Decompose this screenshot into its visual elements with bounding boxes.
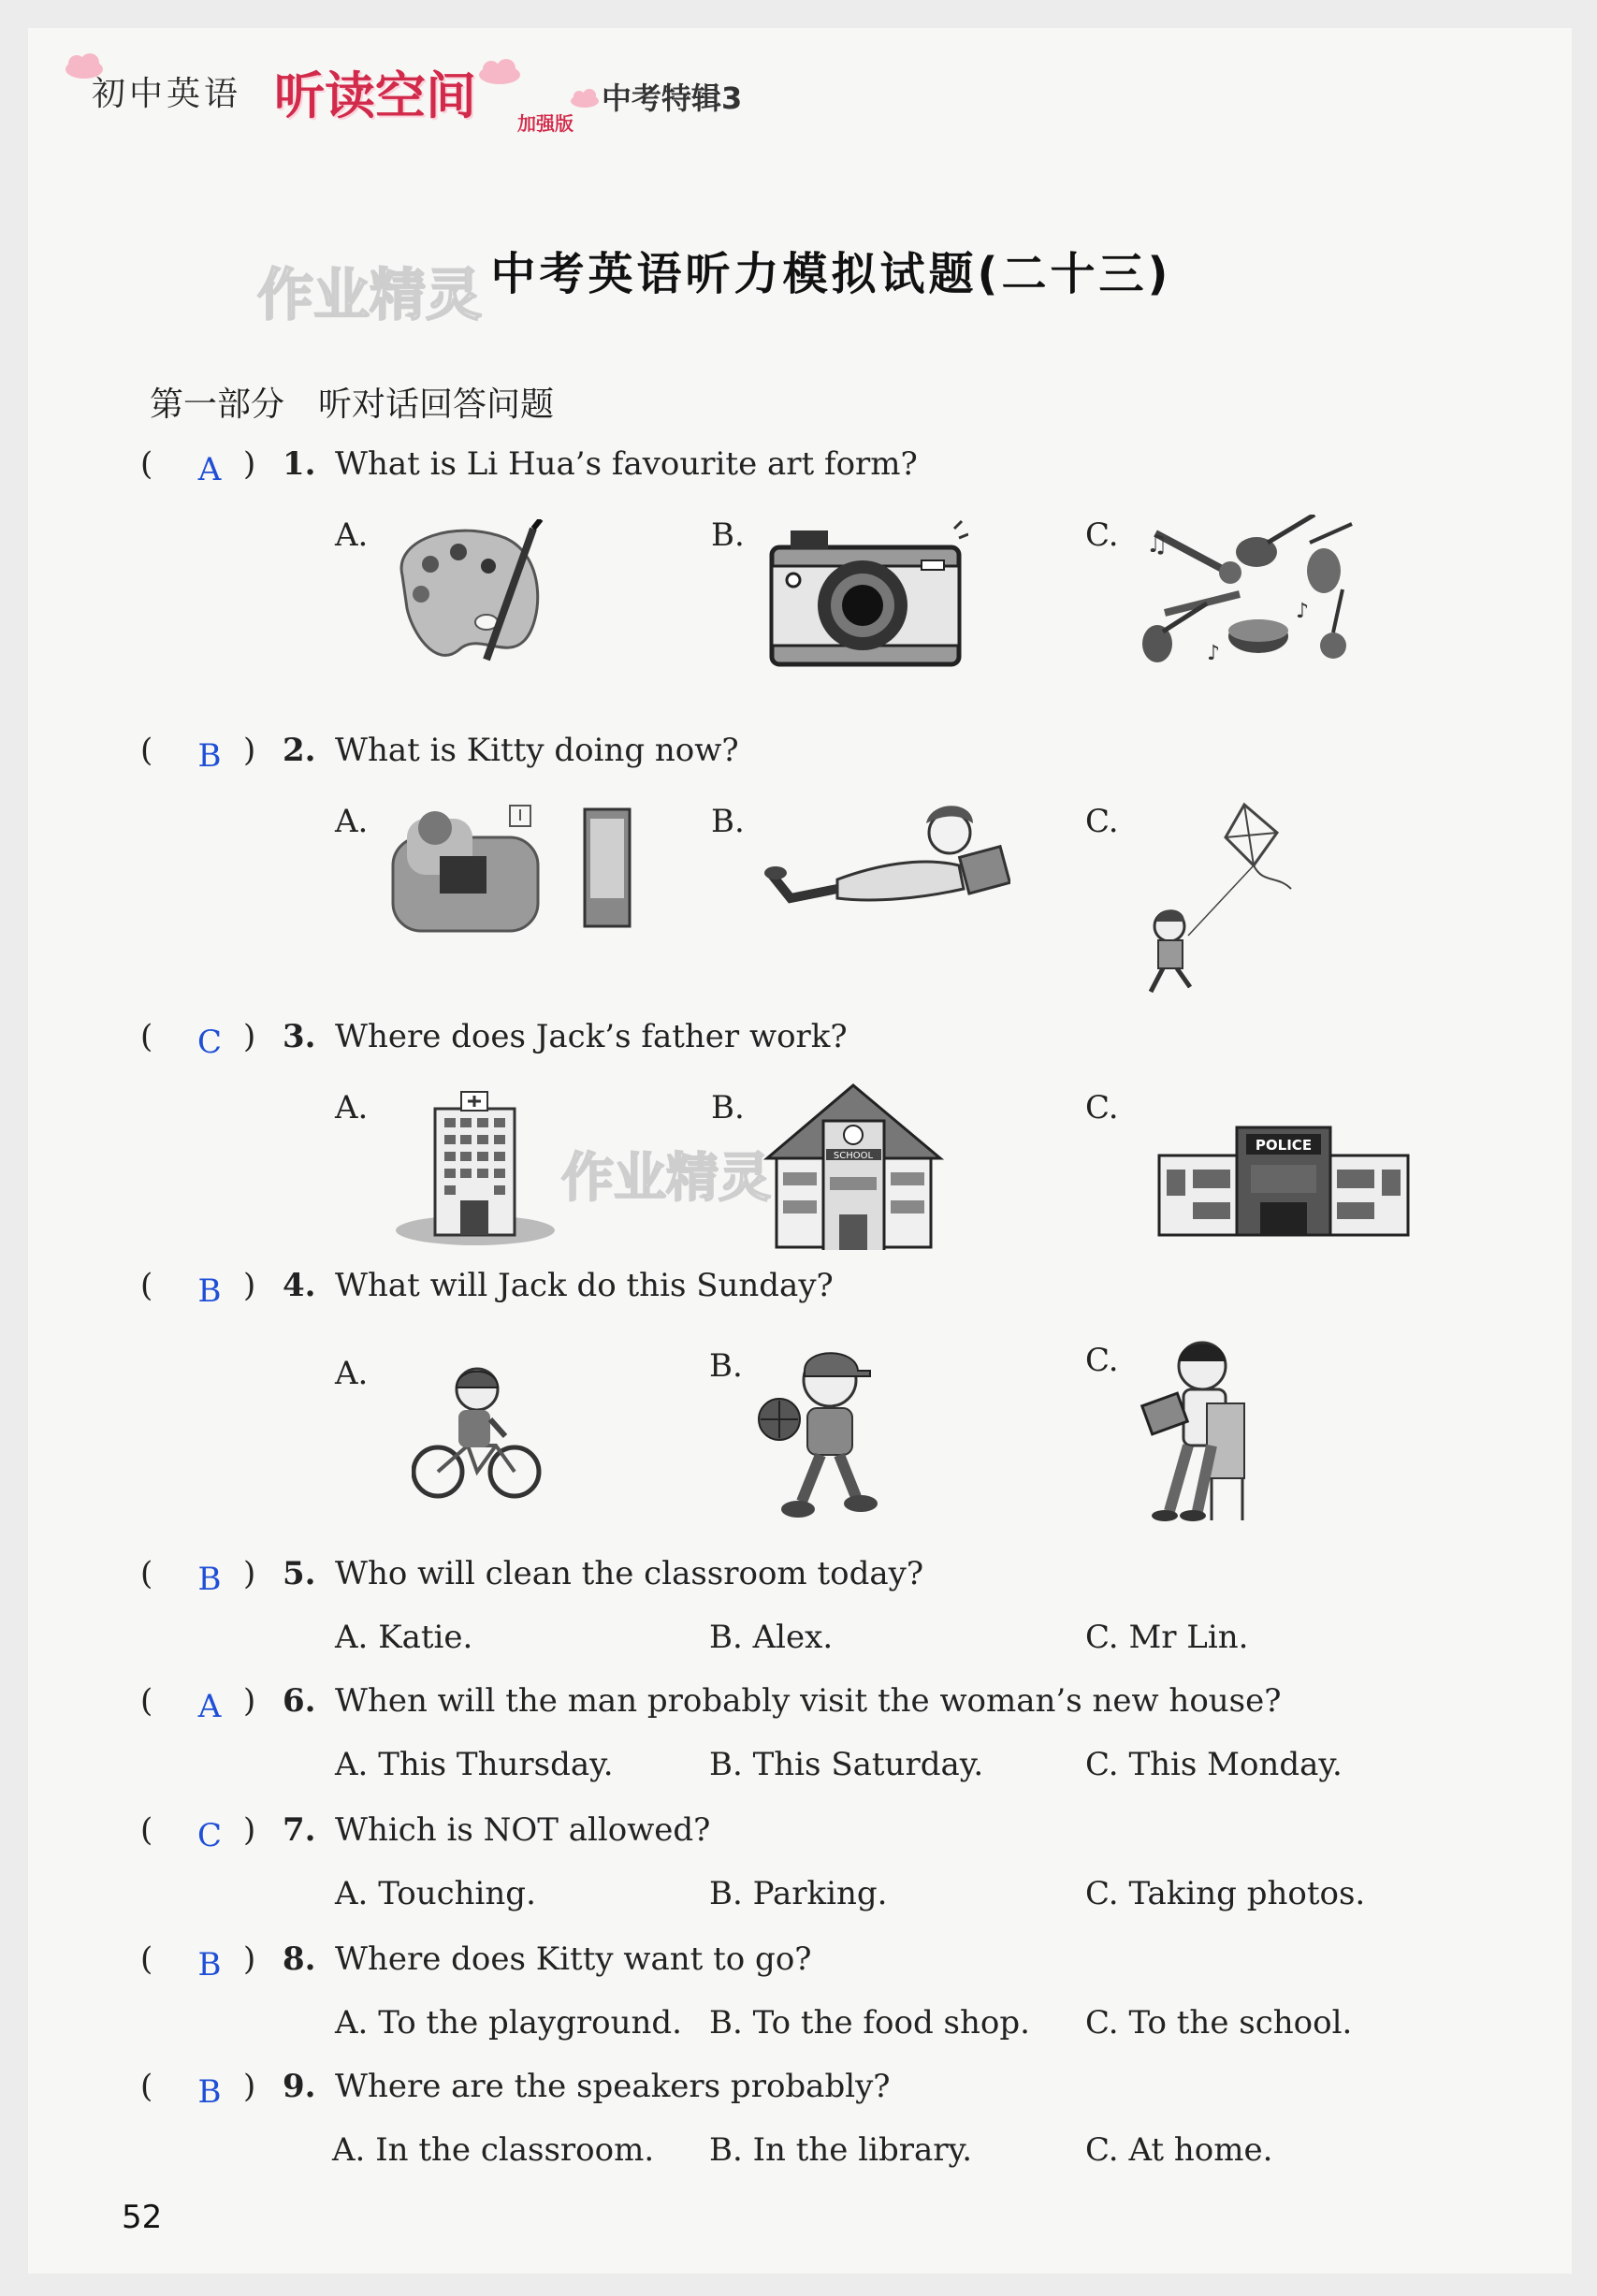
option-text: In the library. xyxy=(752,2131,973,2169)
option-b xyxy=(709,2131,972,2169)
option-a xyxy=(335,1619,472,1656)
answer-mark: C xyxy=(196,1024,222,1061)
answer-paren-close: ) xyxy=(243,2068,256,2105)
watermark-text: 作业精灵 xyxy=(561,1148,771,1209)
option-label: A. xyxy=(335,1746,369,1783)
option-label: B. xyxy=(709,2004,743,2042)
camera-icon xyxy=(767,519,968,669)
answer-paren-close: ) xyxy=(243,732,256,769)
answer-mark: C xyxy=(196,1817,222,1854)
answer-mark: B xyxy=(197,1272,222,1310)
series-name: 初中英语 xyxy=(92,75,242,113)
answer-paren-close: ) xyxy=(243,1682,256,1720)
option-c xyxy=(1085,1746,1343,1783)
option-text: This Thursday. xyxy=(378,1746,614,1783)
answer-mark: B xyxy=(197,737,222,775)
option-label: A. xyxy=(335,1875,369,1912)
option-a xyxy=(335,1746,614,1783)
police-sign-text: POLICE xyxy=(1255,1137,1313,1154)
section-heading: 第一部分 听对话回答问题 xyxy=(150,385,555,424)
option-label: A. xyxy=(335,2004,369,2042)
option-b xyxy=(709,2004,1030,2042)
option-text: To the playground. xyxy=(378,2004,682,2042)
option-text: Mr Lin. xyxy=(1128,1619,1249,1656)
option-c xyxy=(1085,2131,1272,2169)
option-text: Taking photos. xyxy=(1128,1875,1366,1912)
police-station-icon xyxy=(1157,1123,1410,1237)
option-label: C. xyxy=(1085,1619,1119,1656)
option-b xyxy=(709,1619,833,1656)
option-text: Parking. xyxy=(752,1875,888,1912)
palette-icon xyxy=(384,519,552,669)
question-number: 7. xyxy=(283,1811,316,1849)
option-label: A. xyxy=(335,803,369,840)
question-number: 3. xyxy=(283,1018,316,1055)
option-label: C. xyxy=(1085,1089,1119,1126)
answer-paren-close: ) xyxy=(243,445,256,483)
page-title: 中考英语听力模拟试题(二十三) xyxy=(490,248,1172,300)
question-text: Where does Jack’s father work? xyxy=(335,1018,848,1055)
option-text: This Monday. xyxy=(1128,1746,1343,1783)
edition-label: 加强版 xyxy=(517,112,573,135)
basketball-boy-icon xyxy=(753,1343,893,1525)
answer-paren-open: ( xyxy=(140,1811,153,1849)
answer-mark: B xyxy=(197,1561,222,1598)
svg-text:♪: ♪ xyxy=(1207,642,1221,665)
cloud-decoration-icon xyxy=(475,58,524,86)
option-label: C. xyxy=(1085,1342,1119,1379)
question-text: Who will clean the classroom today? xyxy=(335,1555,924,1592)
question-text: What is Li Hua’s favourite art form? xyxy=(335,445,918,483)
svg-text:♫: ♫ xyxy=(1146,530,1169,559)
option-b xyxy=(709,1746,983,1783)
option-label: B. xyxy=(709,1619,743,1656)
question-text: Where are the speakers probably? xyxy=(335,2068,891,2105)
option-c xyxy=(1085,1619,1248,1656)
option-label: A. xyxy=(332,2131,366,2169)
option-label: C. xyxy=(1085,2004,1119,2042)
answer-mark: A xyxy=(197,451,222,488)
option-a xyxy=(332,2131,654,2169)
question-number: 9. xyxy=(283,2068,316,2105)
question-text: What is Kitty doing now? xyxy=(335,732,739,769)
hospital-icon xyxy=(393,1090,557,1251)
cycling-boy-icon xyxy=(412,1361,543,1502)
answer-paren-open: ( xyxy=(140,1555,153,1592)
answer-paren-close: ) xyxy=(243,1018,256,1055)
option-label: B. xyxy=(709,2131,743,2169)
watermark-text: 作业精灵 xyxy=(257,263,482,328)
question-number: 2. xyxy=(283,732,316,769)
question-number: 4. xyxy=(283,1267,316,1304)
school-sign-text: SCHOOL xyxy=(833,1151,874,1161)
answer-mark: A xyxy=(197,1688,222,1725)
question-number: 1. xyxy=(283,445,316,483)
answer-paren-open: ( xyxy=(140,1018,153,1055)
option-label: B. xyxy=(709,1875,743,1912)
question-text: Which is NOT allowed? xyxy=(335,1811,711,1849)
option-c xyxy=(1085,1875,1365,1912)
answer-paren-open: ( xyxy=(140,1682,153,1720)
option-text: In the classroom. xyxy=(375,2131,655,2169)
option-label: A. xyxy=(335,516,369,554)
question-number: 5. xyxy=(283,1555,316,1592)
option-a xyxy=(335,1875,536,1912)
flying-kite-icon xyxy=(1132,795,1310,1006)
option-label: B. xyxy=(709,1347,743,1385)
answer-mark: B xyxy=(197,2073,222,2111)
option-text: To the school. xyxy=(1128,2004,1353,2042)
answer-paren-open: ( xyxy=(140,2068,153,2105)
question-text: What will Jack do this Sunday? xyxy=(335,1267,834,1304)
option-label: B. xyxy=(711,803,745,840)
option-label: B. xyxy=(711,1089,745,1126)
option-text: To the food shop. xyxy=(752,2004,1030,2042)
option-b xyxy=(709,1875,887,1912)
option-text: At home. xyxy=(1128,2131,1273,2169)
brand-logo: 听读空间 xyxy=(274,66,476,125)
reading-girl-icon xyxy=(762,800,1010,922)
answer-paren-close: ) xyxy=(243,1555,256,1592)
option-label: C. xyxy=(1085,803,1119,840)
answer-paren-close: ) xyxy=(243,1267,256,1304)
option-label: B. xyxy=(709,1746,743,1783)
svg-text:♪: ♪ xyxy=(1296,600,1310,623)
option-c xyxy=(1085,2004,1352,2042)
reading-boy-icon xyxy=(1132,1338,1254,1525)
question-number: 6. xyxy=(283,1682,316,1720)
school-building-icon xyxy=(762,1083,945,1250)
answer-paren-open: ( xyxy=(140,445,153,483)
option-label: C. xyxy=(1085,2131,1119,2169)
cloud-decoration-icon xyxy=(569,88,601,109)
option-a xyxy=(335,2004,682,2042)
option-label: C. xyxy=(1085,1875,1119,1912)
question-text: Where does Kitty want to go? xyxy=(335,1940,812,1978)
question-text: When will the man probably visit the woman’s new house? xyxy=(335,1682,1282,1720)
option-text: Katie. xyxy=(378,1619,473,1656)
option-label: C. xyxy=(1085,516,1119,554)
option-text: Touching. xyxy=(378,1875,536,1912)
question-number: 8. xyxy=(283,1940,316,1978)
answer-paren-open: ( xyxy=(140,1940,153,1978)
answer-mark: B xyxy=(197,1946,222,1984)
instruments-icon xyxy=(1137,515,1366,674)
option-label: A. xyxy=(335,1355,369,1392)
option-text: This Saturday. xyxy=(752,1746,984,1783)
answer-paren-close: ) xyxy=(243,1811,256,1849)
answer-paren-close: ) xyxy=(243,1940,256,1978)
special-edition-label: 中考特辑3 xyxy=(602,80,743,116)
option-text: Alex. xyxy=(752,1619,834,1656)
answer-paren-open: ( xyxy=(140,1267,153,1304)
option-label: B. xyxy=(711,516,745,554)
page-number: 52 xyxy=(122,2199,163,2236)
option-label: A. xyxy=(335,1089,369,1126)
watching-tv-icon xyxy=(388,800,646,936)
answer-paren-open: ( xyxy=(140,732,153,769)
option-label: C. xyxy=(1085,1746,1119,1783)
option-label: A. xyxy=(335,1619,369,1656)
